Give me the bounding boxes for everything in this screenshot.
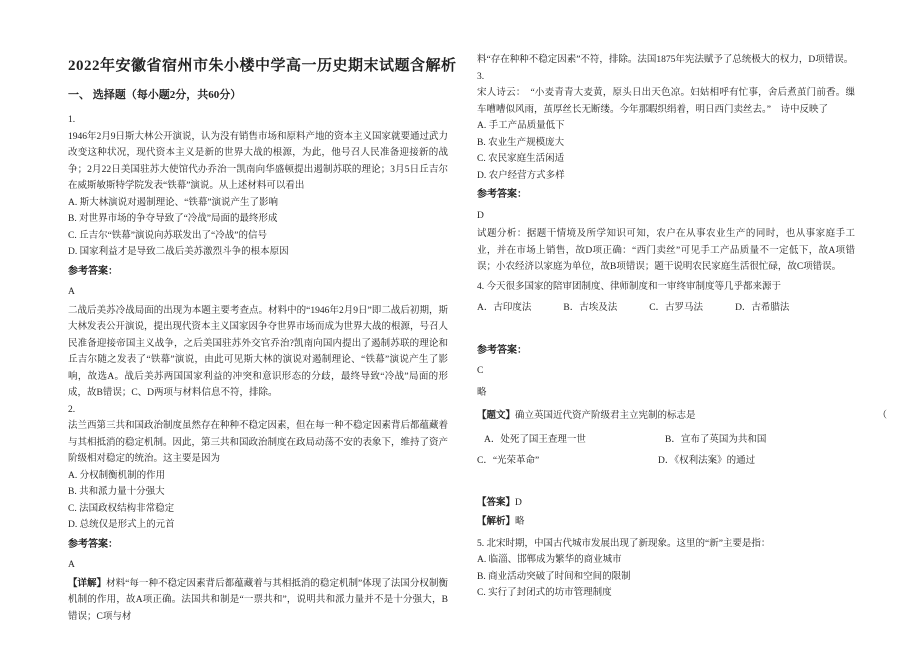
section-heading: 一、 选择题（每小题2分，共60分） <box>68 89 242 101</box>
q1-answer: A <box>68 287 75 297</box>
q4-option-a: A．古印度法 <box>477 303 532 313</box>
q2-option-d: D. 总统仅是形式上的元首 <box>68 520 175 530</box>
q5-option-b: B. 商业活动突破了时间和空间的限制 <box>477 571 631 582</box>
q2-answer-label: 参考答案： <box>68 538 118 550</box>
q4b-analysis: 略 <box>515 517 525 527</box>
q2-option-a: A. 分权制衡机制的作用 <box>68 470 166 481</box>
q4-answer-label: 参考答案： <box>477 344 527 356</box>
q4-option-b: B．古埃及法 <box>563 303 618 313</box>
q3-answer: D <box>477 210 484 221</box>
q4-analysis: 略 <box>477 387 487 398</box>
q2-option-c: C. 法国政权结构非常稳定 <box>68 503 175 514</box>
q3-answer-label: 参考答案： <box>477 189 527 200</box>
q4b-answer-label: 【答案】 <box>477 497 516 508</box>
document-title: 2022年安徽省宿州市朱小楼中学高一历史期末试题含解析 <box>68 58 457 74</box>
q4b-option-a: A．处死了国王查理一世 <box>484 434 586 445</box>
q4b-stem-row <box>477 408 887 425</box>
q2-detail-label: 【详解】 <box>68 578 107 589</box>
q3-option-b: B. 农业生产规模庞大 <box>477 137 565 148</box>
left-column <box>68 52 457 625</box>
q3-analysis: 试题分析：据题干情境及所学知识可知，农户在从事农业生产的同时，也从事家庭手工业，并在市场上销售，故D项正确：“西门卖丝”可见手工产品质量不一定低下，故A项错误；小农经济以家庭为单位，故B项错误；题干说明农民家庭生活很忙碌，故C项错误。 <box>477 229 855 272</box>
q4-option-c: C．古罗马法 <box>649 303 704 313</box>
q4b-stem <box>477 408 696 425</box>
q4b-answer-line <box>477 495 855 512</box>
q2-option-b: B. 共和派力量十分强大 <box>68 487 165 497</box>
q4b-option-c: C．“光荣革命” <box>477 456 540 466</box>
q4b-analysis-label: 【解析】 <box>477 517 516 527</box>
q4-options-row <box>477 300 855 317</box>
q1-option-b: B. 对世界市场的争夺导致了“冷战”局面的最终形成 <box>68 214 278 224</box>
q2-detail <box>68 576 448 626</box>
q1-option-c: C. 丘吉尔“铁幕”演说向苏联发出了“冷战”的信号 <box>68 230 267 241</box>
q4b-open-paren: （ <box>877 411 887 421</box>
q4b-option-b: B．宣布了英国为共和国 <box>665 434 767 445</box>
right-column <box>477 52 887 602</box>
q2-stem: 法兰西第三共和国政治制度虽然存在种种不稳定因素，但在每一种不稳定因素背后都蕴藏着与其相抵消的稳定机制。因此，第三共和国政治制度在政局动荡不安的表象下，维持了资产阶级相对稳定的统治。这主要是因为 <box>68 421 449 464</box>
q5-option-c: C. 实行了封闭式的坊市管理制度 <box>477 588 612 598</box>
q4b-stem-label: 【题文】 <box>477 411 516 421</box>
q4-stem: 4. 今天很多国家的陪审团制度、律师制度和一审终审制度等几乎都来源于 <box>477 281 782 292</box>
q1-option-d: D. 国家利益才是导致二战后美苏激烈斗争的根本原因 <box>68 247 289 257</box>
q4b-options-row-2 <box>477 453 855 470</box>
q4b-answer: D <box>515 497 522 508</box>
q3-option-d: D. 农户经营方式多样 <box>477 170 565 181</box>
q1-option-a: A. 斯大林演说对遏制理论、“铁幕”演说产生了影响 <box>68 197 279 208</box>
q4b-analysis-line <box>477 514 855 531</box>
q5-stem: 5. 北宋时期，中国古代城市发展出现了新现象。这里的“新”主要是指： <box>477 538 771 549</box>
q4b-options-row-1 <box>477 432 855 449</box>
q3-number: 3. <box>477 71 485 82</box>
q2-detail-continued: 料“存在种种不稳定因素”不符，排除。法国1875年宪法赋予了总统极大的权力，D项错误。 <box>477 55 854 65</box>
q2-number: 2. <box>68 404 76 415</box>
q3-option-c: C. 农民家庭生活闲适 <box>477 154 565 164</box>
q4b-stem-text: 确立英国近代资产阶级君主立宪制的标志是 <box>515 411 696 421</box>
q1-analysis: 二战后美苏冷战局面的出现为本题主要考查点。材料中的“1946年2月9日”即二战后初期，斯大林发表公开演说，提出现代资本主义国家因争夺世界市场而成为世界大战的根源，号召人民准备迎接帝国主义战争，之后美国驻苏外交官乔治?凯南向国内提出了遏制苏联的理论和丘吉尔随之发表了“铁幕”演说，由此可见斯大林的演说对遏制理论、“铁幕”演说产生了影响，故选A。战后美苏两国国家利益的冲突和意识形态的分歧，最终导致“冷战”局面的形成，故B错误；C、D两项与材料信息不符，排除。 <box>68 305 449 398</box>
q3-stem: 宋人诗云： “小麦青青大麦黄，原头日出天色凉。妇姑相呼有忙事，舍后煮茧门前香。缫车嘈嘈似风雨，茧厚丝长无断缕。今年那暇织绢着，明日西门卖丝去。” 诗中反映了 <box>477 88 855 115</box>
q1-number: 1. <box>68 115 76 125</box>
q3-option-a: A. 手工产品质量低下 <box>477 121 565 131</box>
q5-option-a: A. 临淄、邯郸成为繁华的商业城市 <box>477 555 622 565</box>
q2-detail-text: 材料“每一种不稳定因素背后都蕴藏着与其相抵消的稳定机制”体现了法国分权制衡机制的作用，故A项正确。法国共和制是“一票共和”，说明共和派力量并不是十分强大，B错误；C项与材 <box>68 578 448 622</box>
q1-stem: 1946年2月9日斯大林公开演说，认为没有销售市场和原料产地的资本主义国家就要通过武力改变这种状况，现代资本主义是新的世界大战的根源，为此，他号召人民准备迎接新的战争；2月22日美国驻苏大使馆代办乔治一凯南向华盛顿提出遏制苏联的理论；3月5日丘吉尔在威斯敏斯特学院发表“铁幕”演说。从上述材料可以看出 <box>68 131 449 191</box>
q2-answer: A <box>68 560 75 570</box>
q4-option-d: D．古希腊法 <box>735 303 790 313</box>
q4b-option-d: D．《权利法案》的通过 <box>658 456 756 466</box>
q1-answer-label: 参考答案： <box>68 265 118 277</box>
q4-answer: C <box>477 366 484 376</box>
